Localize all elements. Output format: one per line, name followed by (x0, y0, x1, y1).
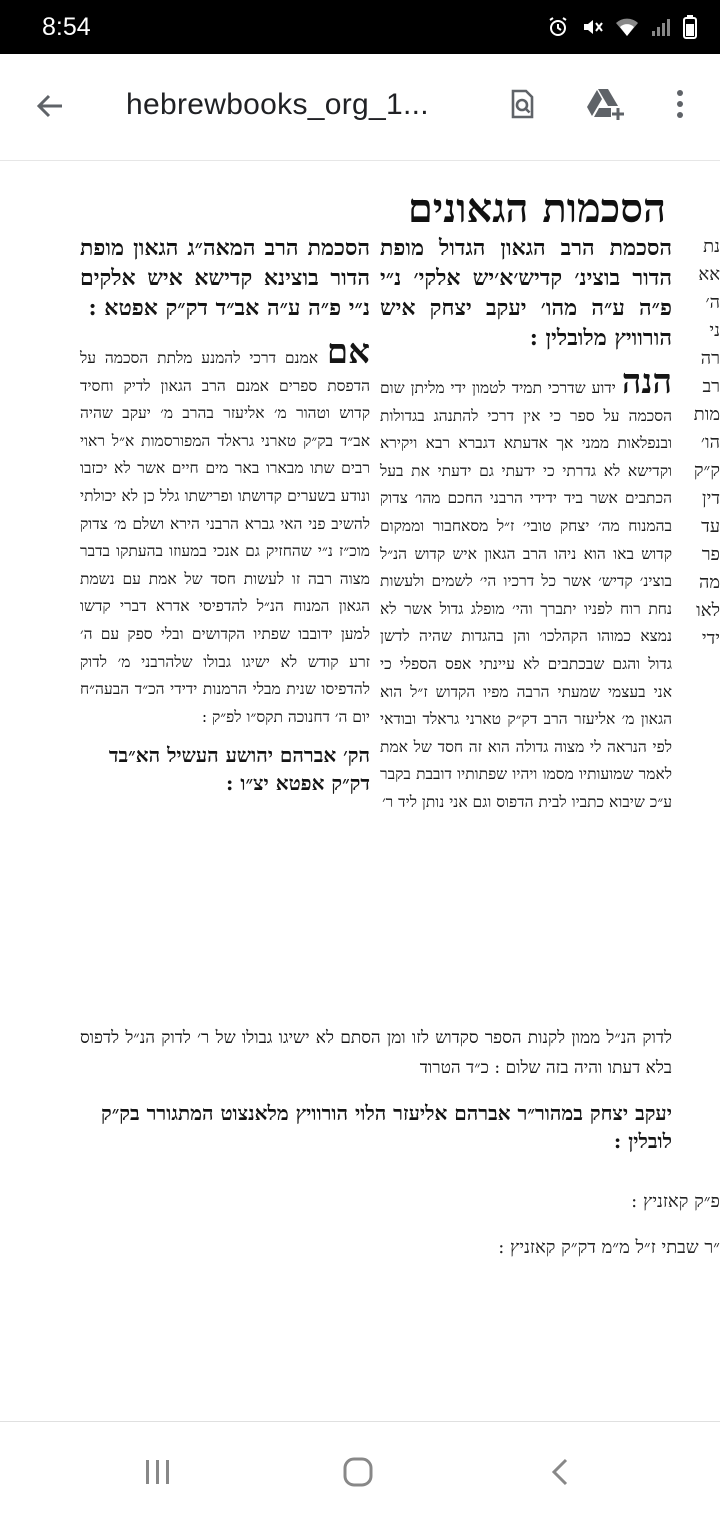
approbation-body (380, 362, 673, 817)
find-in-document-button[interactable] (500, 82, 544, 126)
page-heading: הסכמות הגאונים (407, 185, 666, 232)
status-bar (0, 0, 720, 54)
system-nav-bar (0, 1421, 720, 1521)
back-arrow-icon (35, 91, 65, 121)
battery-icon (682, 14, 698, 45)
nav-back-button[interactable] (530, 1450, 590, 1494)
status-icons (546, 14, 698, 45)
wifi-icon (614, 15, 640, 44)
drop-word: אם (326, 332, 370, 372)
edge-fragment: נת (703, 236, 720, 257)
home-icon (342, 1456, 374, 1488)
edge-fragment: הו׳ (700, 432, 720, 453)
home-button[interactable] (328, 1450, 388, 1494)
approbation-heading: הסכמת הרב הגאון הגדול מופת הדור בוצינ׳ קדיש׳א׳יש אלקי׳ נ״י פ״ה ע״ה מהו׳ יעקב יצחק איש הורוויץ מלובלין : (380, 235, 672, 351)
recent-apps-button[interactable] (128, 1450, 188, 1494)
approbation-heading: הסכמת הרב המאה״ג הגאון מופת הדור בוצינא קדישא איש אלקים נ״י פ״ה ע״ה אב״ד דק״ק אפטא : (80, 235, 370, 321)
find-in-document-icon (506, 88, 538, 120)
back-button[interactable] (28, 84, 72, 128)
document-viewer[interactable] (0, 161, 720, 1421)
more-options-icon (675, 88, 685, 120)
approbation-signature: הק׳ אברהם יהושע העשיל הא״בד דק״ק אפטא יצ״ו : (108, 743, 370, 796)
drop-word: הנה (621, 362, 673, 402)
signal-icon (650, 15, 672, 44)
save-to-drive-button[interactable] (584, 82, 628, 126)
edge-fragment: דין (702, 488, 720, 509)
recent-apps-icon (143, 1458, 173, 1486)
approbation-text: אמנם דרכי להמנע מלתת הסכמה על הדפסת ספרים אמנם הרב הגאון לדיק וחסיד קדוש וטהור מ׳ אליעזר בהרב מ׳ יעקב שהיה אב״ד בק״ק טארני גראלד המפורסמות א״ל ראוי רבים שתו מבארו באר מים חיים אשר לא יכזבו ונודע בשערים קדושתו ופרישתו גלל כן לא יכולתי להשיב פני האי גברא הרבני הירא ושלם מ׳ צדוק מוכ״ז נ״י שהחזיק גם אנכי במעוזו בהעתקו בדבר מצוה רבה זו לעשות חסד של אמת עם נשמת הגאון המנוח הנ״ל להדפיסי אדרא דברי קדשו למען ידובבו שפתיו הקדושים ובלי ספק עם ה׳ זרע קודש לא ישיגו גבולו שלהרבני מ׳ לדוק להדפיסו שנית מבלי הרמנות ידידי הכ״ד הבעה״ח יום ה׳ דחנוכה תקס״ו לפ״ק : (80, 349, 370, 726)
approbation-text: ידוע שדרכי תמיד לטמון ידי מליתן שום הסכמה על ספר כי אין דרכי להתנהג בגדולות ובנפלאות ממני אך אדעתא דגברא רבא ויקירא וקדישא לא גדרתי כי ידעתי גם ידעתי את בעל הכתבים אשר ביד ידידי הרבני החכם מהו׳ צדוק בהמנוח מה׳ יצחק טובי׳ ז״ל מסאחבור וממקום קדוש באו הוא ניהו הרב הגאון איש קדוש הנ״ל בוצינ׳ קדיש׳ אשר כל דרכיו הי׳ לשמים ולעשות נחת רוח לפניו יתברך והי׳ מופלג גדול אשר לא נמצא כמוהו הקהלכו׳ והן בהגדות שהיה לדשן גדול והגם שבכתבים לא עיינתי אפס הספלי כי אני בעצמי שמעתי הרבה מפיו הקדוש ז״ל הוא הגאון מ׳ אליעזר הרב דק״ק טארני גראלד ובודאי לפי הנראה לי מצוה גדולה הוא זה חסד של אמת לאמר שמועותיו מסמו ויהיו שפתותיו דובבת בקבר ע״כ שיבוא כתביו לבית הדפוס וגם אני נותן ליד ר׳ (380, 379, 672, 811)
approbation-right-column (380, 233, 672, 817)
more-options-button[interactable] (658, 82, 702, 126)
viewer-toolbar (0, 54, 720, 161)
edge-fragment: לאו (696, 600, 720, 621)
continuation-text: לדוק הנ״ל ממון לקנות הספר סקדוש לזו ומן הסתם לא ישיגו גבולו של ר׳ לדוק הנ״ל לדפוס בלא דעתו והיה בזה שלום : כ״ד הטרוד (80, 1028, 672, 1078)
status-time: 8:54 (42, 13, 91, 41)
edge-fragment: ה׳ (705, 292, 720, 313)
edge-fragment: עד (701, 516, 720, 537)
alarm-icon (546, 15, 570, 44)
save-to-drive-icon (586, 87, 626, 121)
cropped-line: פ״ק קאזניץ : (631, 1191, 720, 1212)
edge-fragment: מות (693, 404, 720, 425)
cropped-column-edge (693, 233, 720, 653)
scanned-page (0, 161, 720, 1421)
edge-fragment: ידי (701, 628, 720, 649)
edge-fragment: מה (698, 572, 720, 593)
approbation-body (80, 332, 370, 731)
edge-fragment: אא (698, 264, 720, 285)
back-icon (549, 1457, 571, 1487)
document-title: hebrewbooks_org_1... (126, 88, 429, 121)
footer-signature: יעקב יצחק במהור״ר אברהם אליעזר הלוי הורוויץ מלאנצוט המתגורר בק״ק לובלין : (100, 1101, 672, 1153)
edge-fragment: רב (702, 376, 720, 397)
cropped-line: ״ר שבתי ז״ל מ״מ דק״ק קאזניץ : (498, 1237, 720, 1258)
edge-fragment: ק״ק (693, 460, 720, 481)
approbation-left-column (80, 233, 370, 797)
edge-fragment: פר (701, 544, 720, 565)
edge-fragment: רה (700, 348, 720, 369)
edge-fragment: ני (709, 320, 720, 341)
mute-icon (580, 15, 604, 44)
